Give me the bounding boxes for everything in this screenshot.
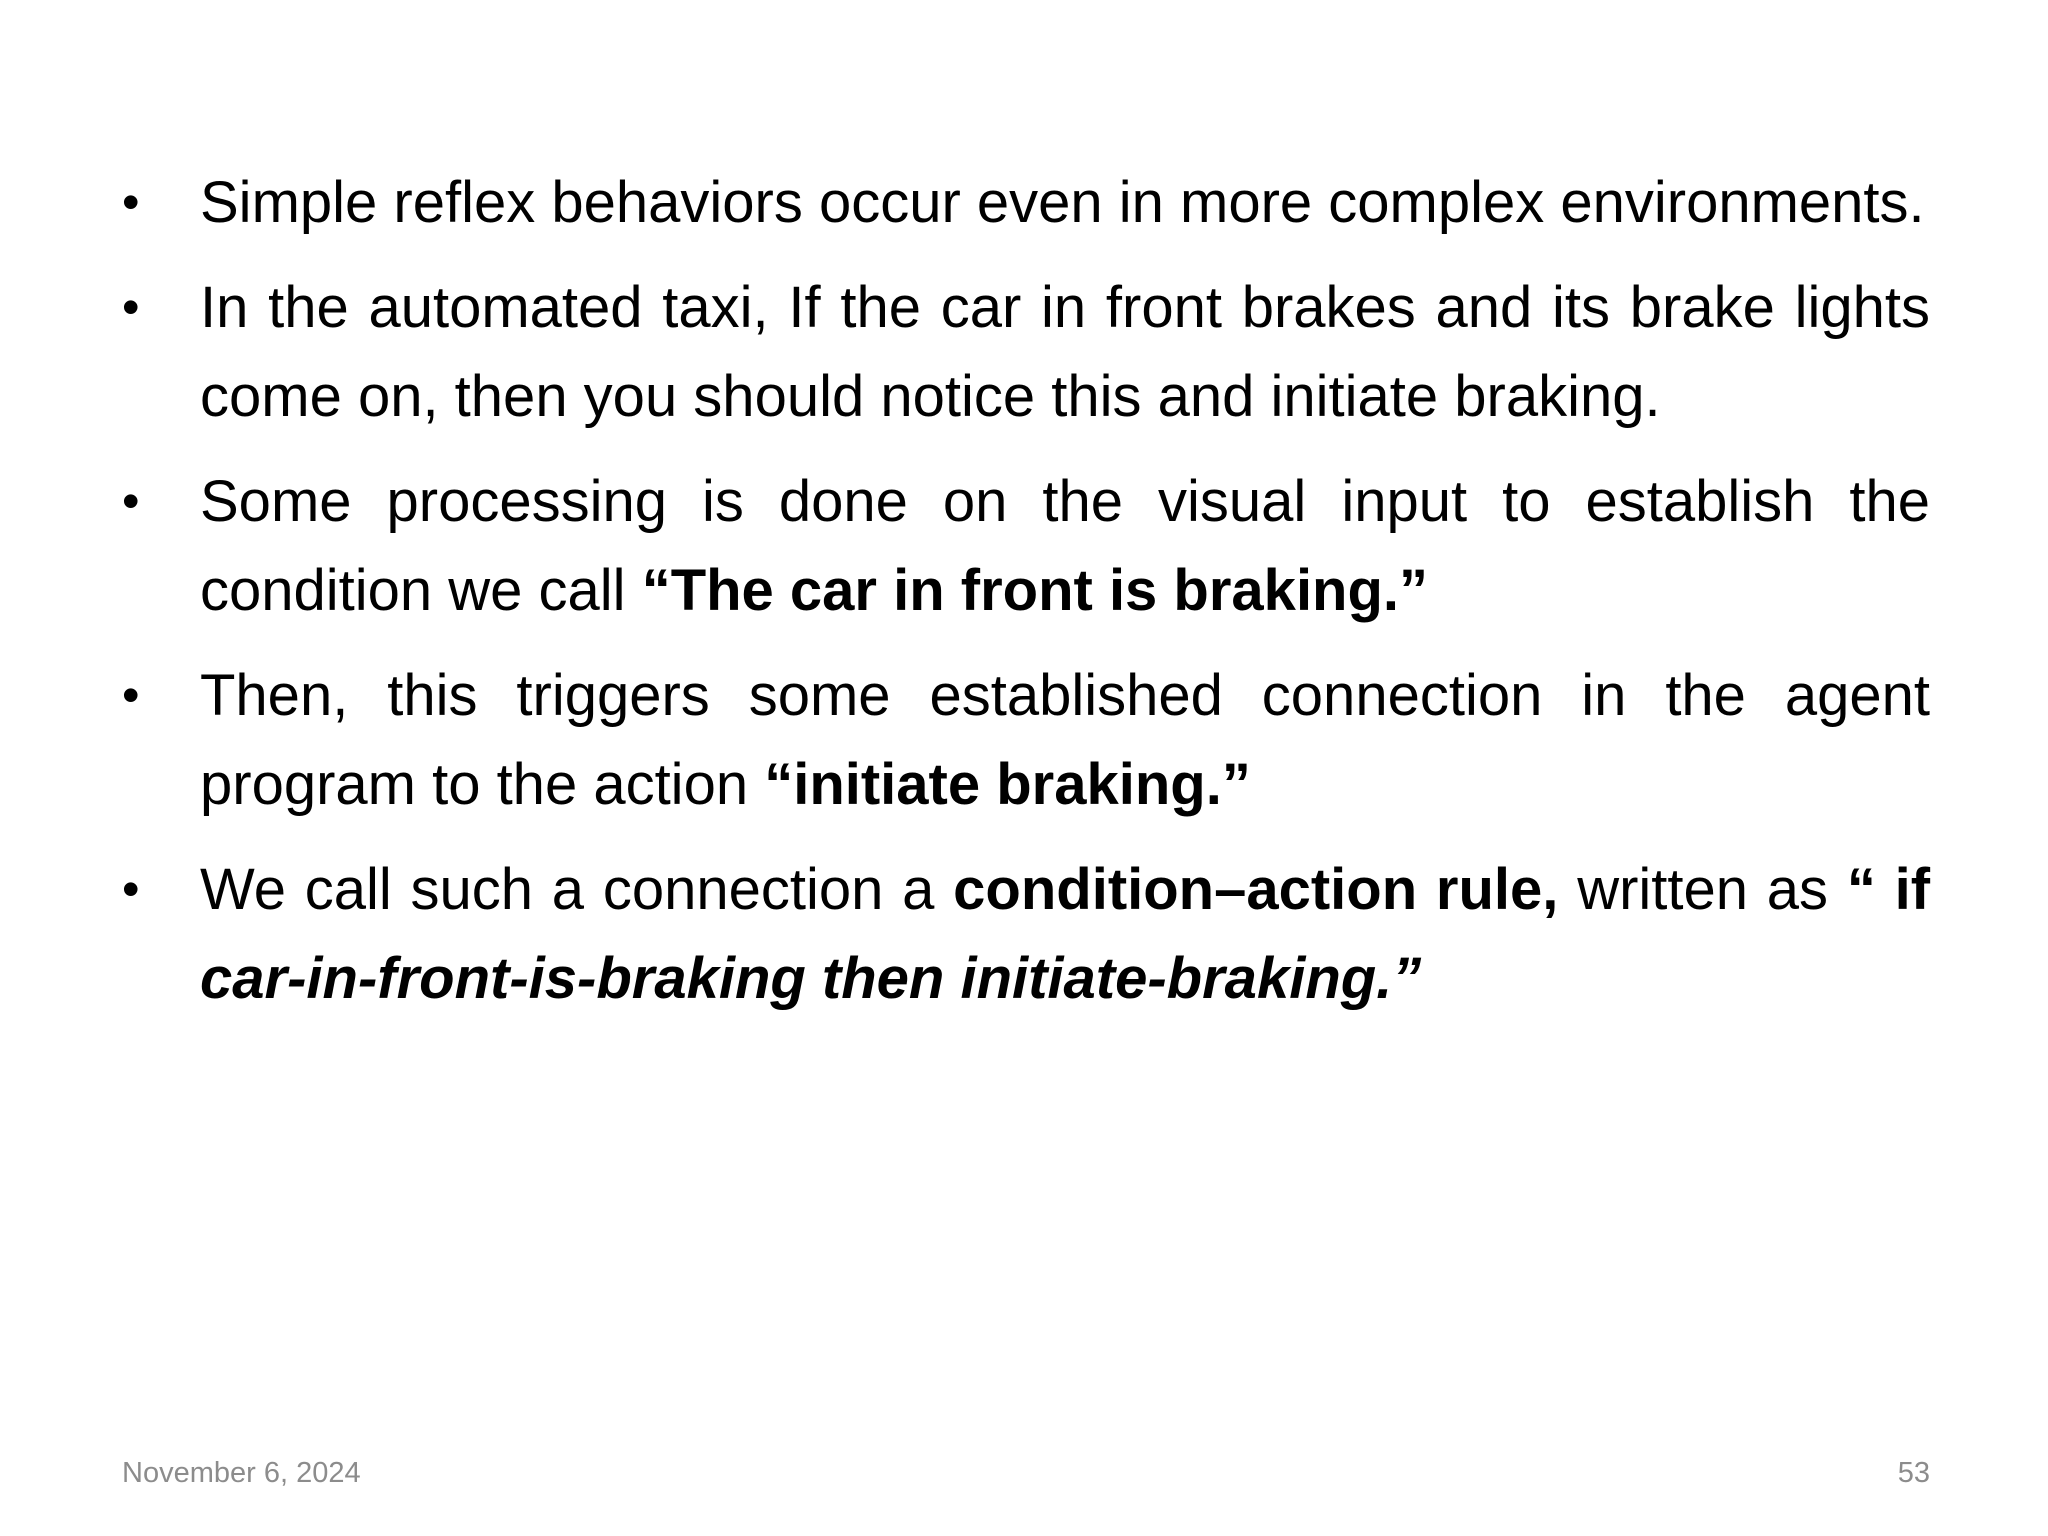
bullet-dot: •	[122, 667, 140, 723]
bullet-text-mid: written as	[1558, 857, 1847, 922]
bullet-text: We call such a connection a	[200, 857, 954, 922]
bullet-dot: •	[122, 473, 140, 529]
rule-term: condition–action rule,	[953, 857, 1559, 922]
rule-expression: car-in-front-is-braking then initiate-braking.”	[200, 946, 1422, 1011]
slide-number: 53	[1897, 1457, 1930, 1489]
bullet-bold-phrase: “The car in front is braking.”	[641, 558, 1429, 623]
bullet-item-1	[122, 158, 1930, 247]
bullet-dot: •	[122, 174, 140, 230]
bullet-item-5	[122, 845, 1930, 1023]
bullet-dot: •	[122, 861, 140, 917]
bullet-text: Some processing is done on the visual input to establish the condition we call	[200, 469, 1930, 623]
bullet-bold-phrase: “initiate braking.”	[764, 752, 1251, 817]
bullet-dot: •	[122, 279, 140, 335]
bullet-text: Then, this triggers some established connection in the agent program to the action	[200, 663, 1930, 817]
slide-body	[122, 158, 1930, 1039]
bullet-text: Simple reflex behaviors occur even in more complex environments.	[200, 170, 1925, 235]
footer-date: November 6, 2024	[122, 1457, 361, 1489]
bullet-item-4	[122, 651, 1930, 829]
bullet-item-2	[122, 263, 1930, 441]
rule-quote-if: “ if	[1846, 857, 1931, 922]
bullet-text: In the automated taxi, If the car in front brakes and its brake lights come on, then you should notice this and initiate braking.	[200, 275, 1930, 429]
bullet-item-3	[122, 457, 1930, 635]
